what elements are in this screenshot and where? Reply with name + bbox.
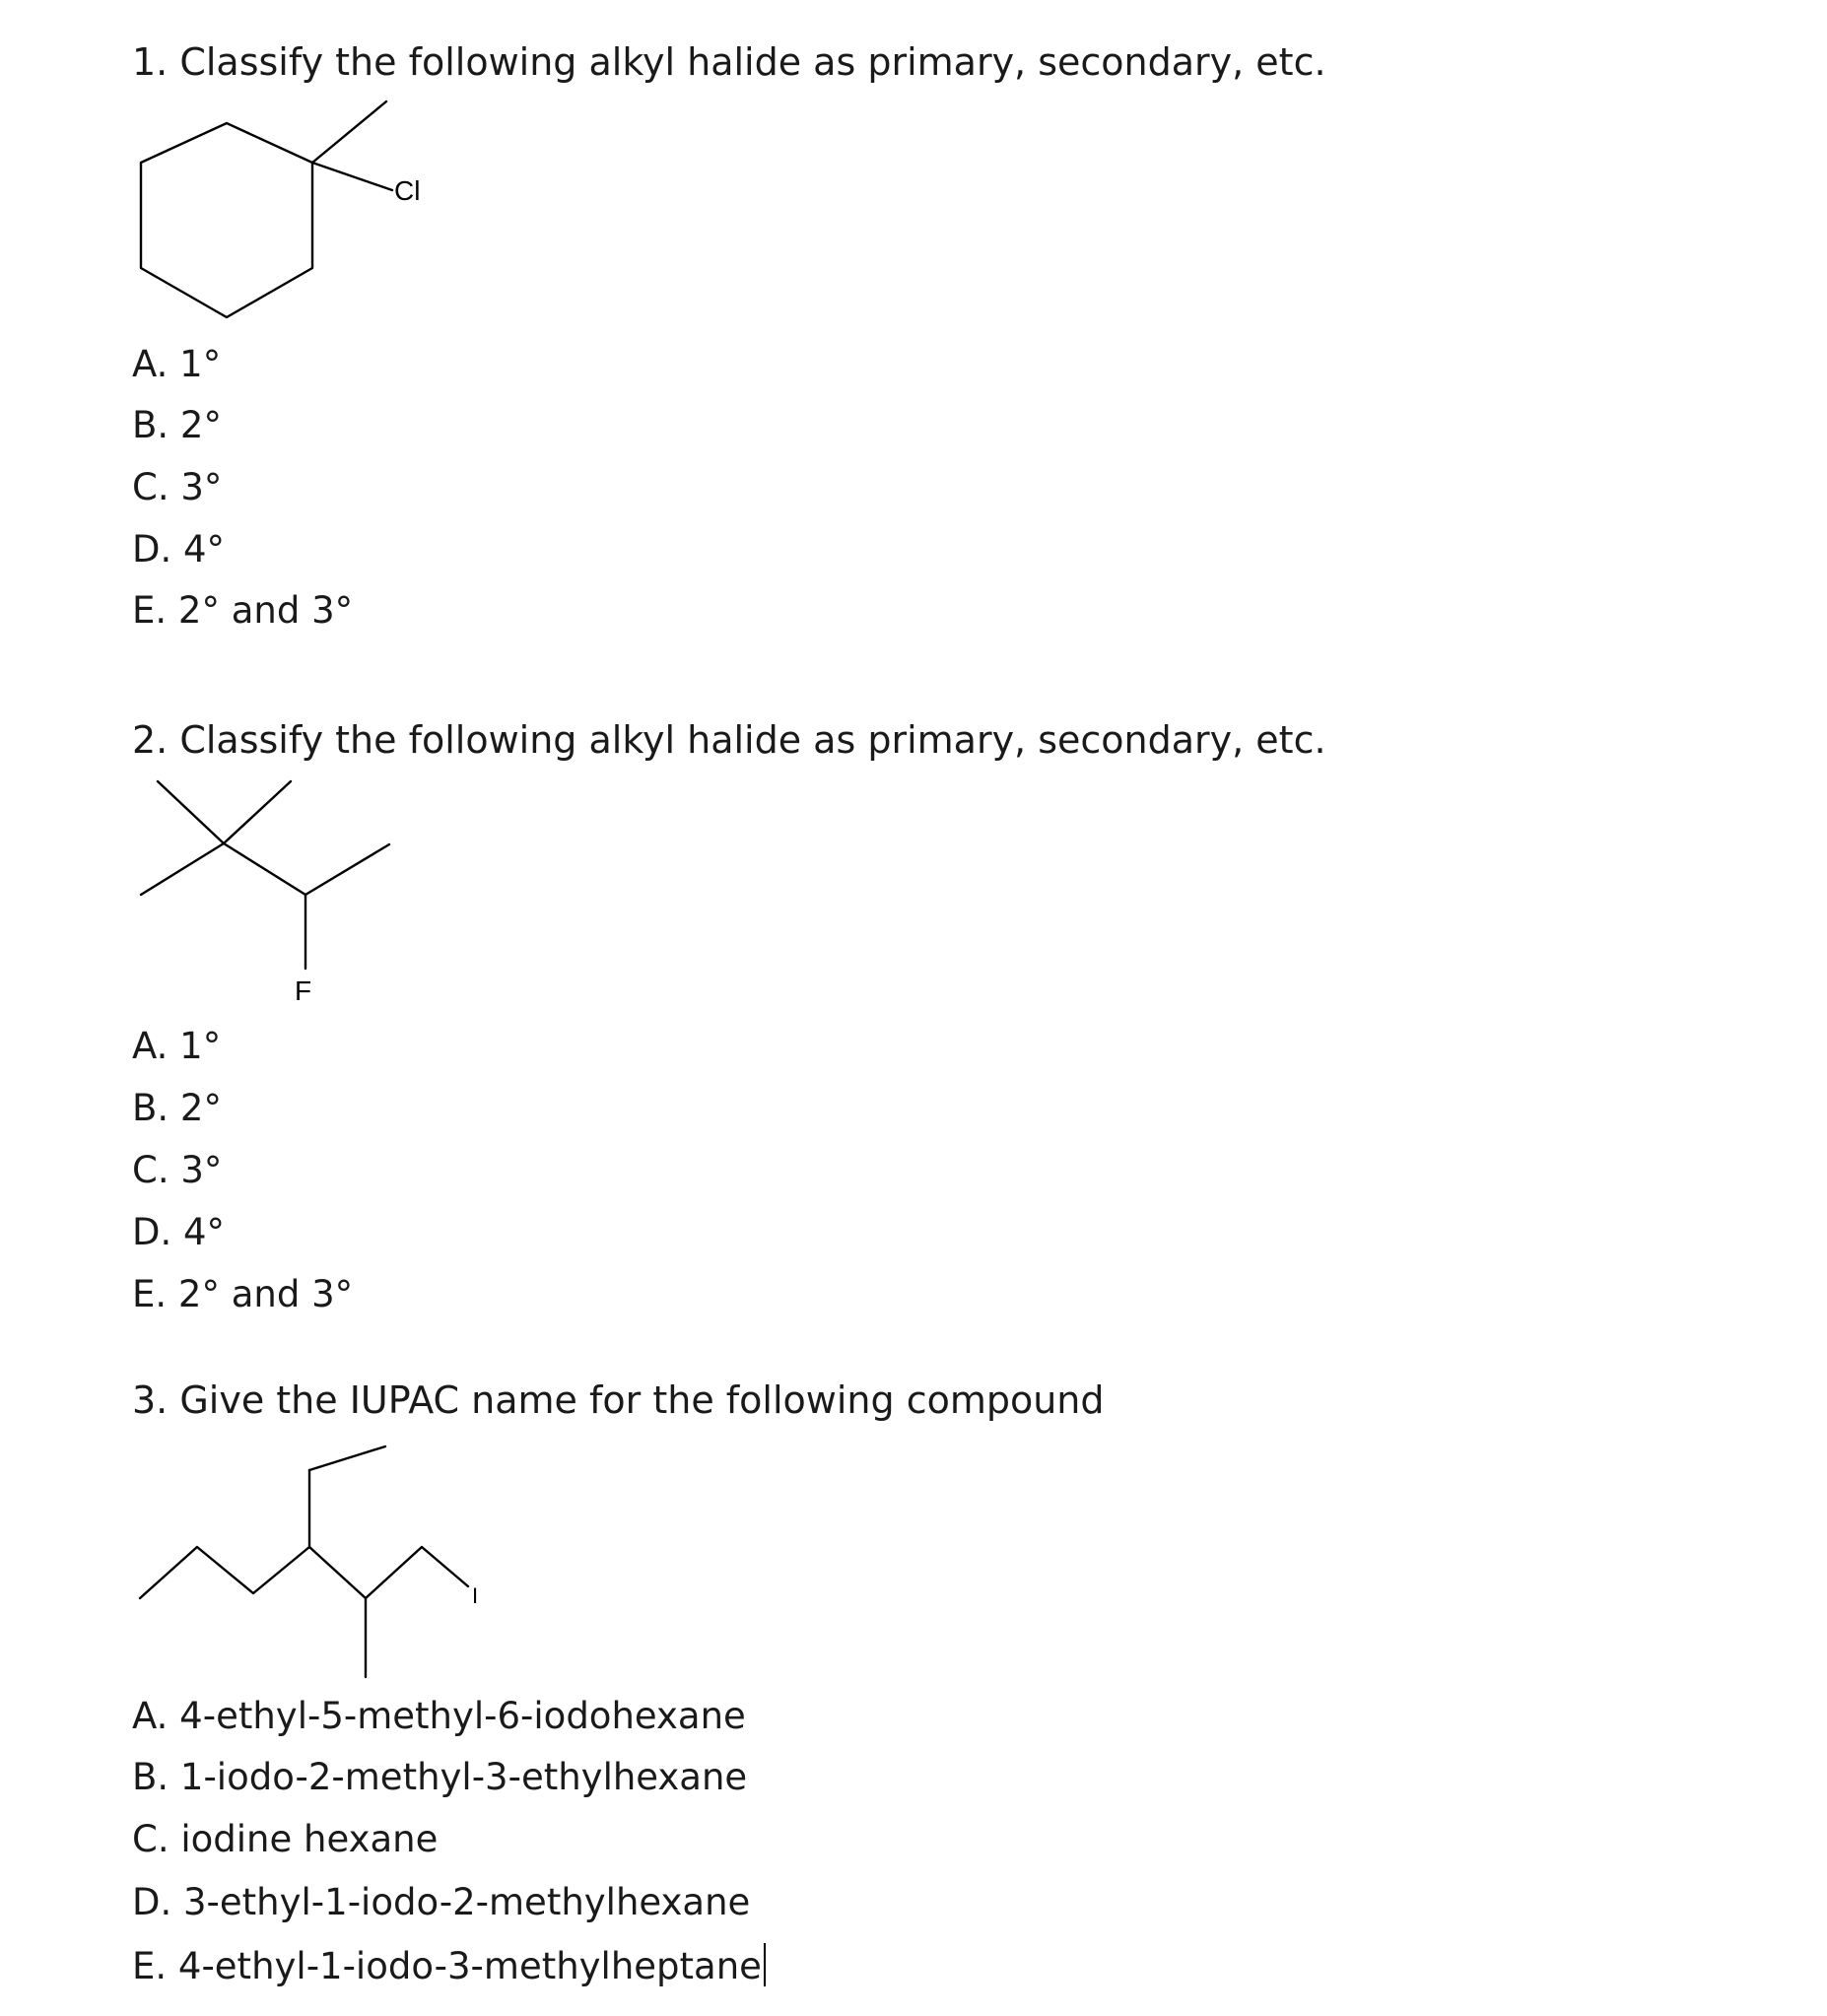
- methyl-bond-upper-left: [158, 781, 224, 843]
- iodine-label: I: [472, 1583, 479, 1608]
- question-3-option-c: C. iodine hexane: [132, 1818, 439, 1860]
- ethyl-bond-terminal: [309, 1446, 385, 1470]
- question-2-structure: [128, 773, 424, 1010]
- question-3-option-a: A. 4-ethyl-5-methyl-6-iodohexane: [132, 1695, 746, 1737]
- main-carbon-chain: [140, 1547, 468, 1598]
- question-1-option-a: A. 1°: [132, 343, 222, 385]
- chlorine-bond: [312, 163, 392, 190]
- question-2-option-b: B. 2°: [132, 1087, 222, 1129]
- question-3-option-b: B. 1-iodo-2-methyl-3-ethylhexane: [132, 1756, 748, 1798]
- question-2-option-c: C. 3°: [132, 1149, 223, 1191]
- methyl-bond: [312, 101, 386, 163]
- fluorine-label: F: [295, 975, 312, 1006]
- main-chain-bond: [224, 843, 305, 895]
- question-3-structure: [128, 1434, 503, 1690]
- question-3-prompt: 3. Give the IUPAC name for the following compound: [132, 1378, 1105, 1422]
- methyl-bond-lower-left: [141, 843, 224, 895]
- text-cursor[interactable]: [764, 1943, 766, 1986]
- terminal-methyl-bond: [305, 844, 389, 895]
- question-2-option-a: A. 1°: [132, 1025, 222, 1067]
- methyl-bond-upper-right: [224, 781, 291, 843]
- chlorine-label: Cl: [394, 175, 421, 206]
- question-3-option-e-row: [132, 1943, 766, 1988]
- question-1-option-b: B. 2°: [132, 404, 222, 446]
- question-1-option-c: C. 3°: [132, 466, 223, 508]
- question-1-option-d: D. 4°: [132, 528, 226, 571]
- question-1-option-e: E. 2° and 3°: [132, 589, 354, 632]
- question-1-prompt: 1. Classify the following alkyl halide as primary, secondary, etc.: [132, 40, 1326, 84]
- question-2-option-d: D. 4°: [132, 1211, 226, 1253]
- question-2-option-e: E. 2° and 3°: [132, 1273, 354, 1315]
- question-3-option-e: E. 4-ethyl-1-iodo-3-methylheptane: [132, 1945, 762, 1987]
- question-3-option-d: D. 3-ethyl-1-iodo-2-methylhexane: [132, 1881, 751, 1923]
- question-2-prompt: 2. Classify the following alkyl halide as primary, secondary, etc.: [132, 718, 1326, 762]
- question-1-structure: [128, 94, 443, 330]
- cyclohexane-ring: [141, 123, 312, 317]
